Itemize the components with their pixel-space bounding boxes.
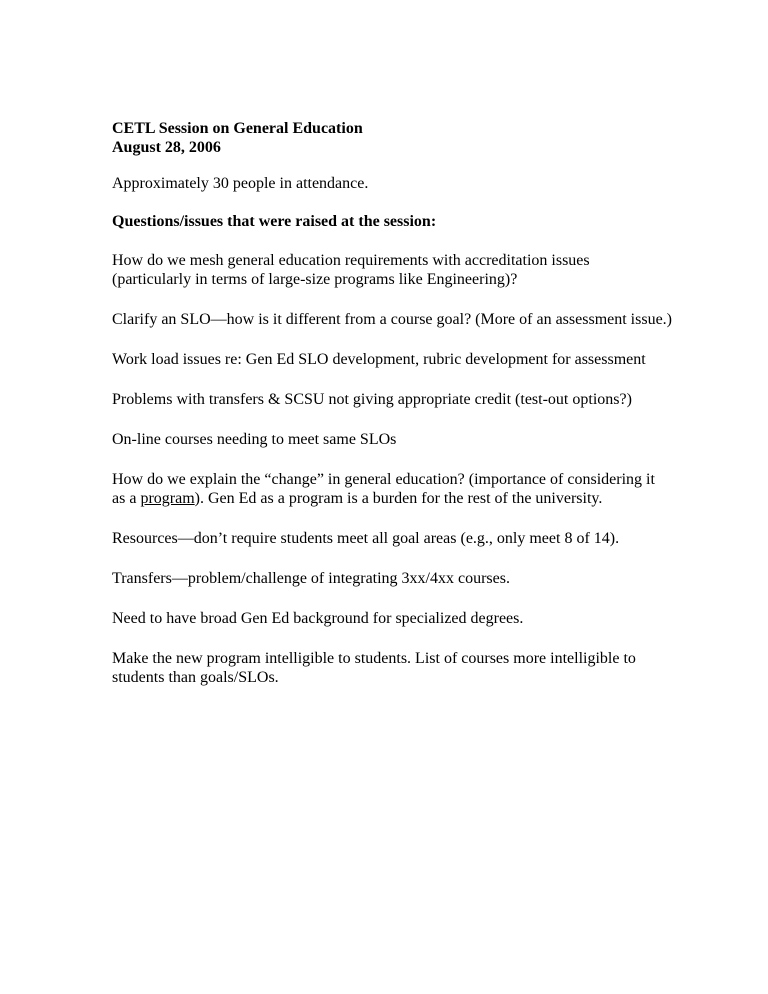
issue-item: Problems with transfers & SCSU not giving appropriate credit (test-out options?) [112, 391, 632, 408]
document-date: August 28, 2006 [112, 139, 221, 156]
issue-item: Resources—don’t require students meet all goal areas (e.g., only meet 8 of 14). [112, 530, 620, 547]
section-heading: Questions/issues that were raised at the session: [112, 213, 437, 230]
issue-item: Work load issues re: Gen Ed SLO development, rubric development for assessment [112, 351, 646, 368]
issues-list [112, 251, 672, 687]
issue-change-underlined: program [140, 490, 195, 507]
attendance-note: Approximately 30 people in attendance. [112, 175, 369, 192]
issue-change-before: How do we explain the “change” in general education? (importance of considering it as a [112, 471, 655, 507]
issue-change-after: ). Gen Ed as a program is a burden for the rest of the university. [194, 490, 603, 507]
issue-item: Transfers—problem/challenge of integrating 3xx/4xx courses. [112, 570, 510, 587]
issue-item: How do we mesh general education requirements with accreditation issues (particularly in terms of large-size programs like Engineering)? [112, 252, 590, 288]
issue-item: On-line courses needing to meet same SLOs [112, 431, 397, 448]
document-page [112, 119, 672, 708]
issue-item: Make the new program intelligible to students. List of courses more intelligible to students than goals/SLOs. [112, 650, 636, 686]
document-title: CETL Session on General Education [112, 120, 363, 137]
issue-item: Need to have broad Gen Ed background for specialized degrees. [112, 610, 524, 627]
issue-item: Clarify an SLO—how is it different from a course goal? (More of an assessment issue.) [112, 311, 673, 328]
issue-item-change [112, 470, 672, 508]
